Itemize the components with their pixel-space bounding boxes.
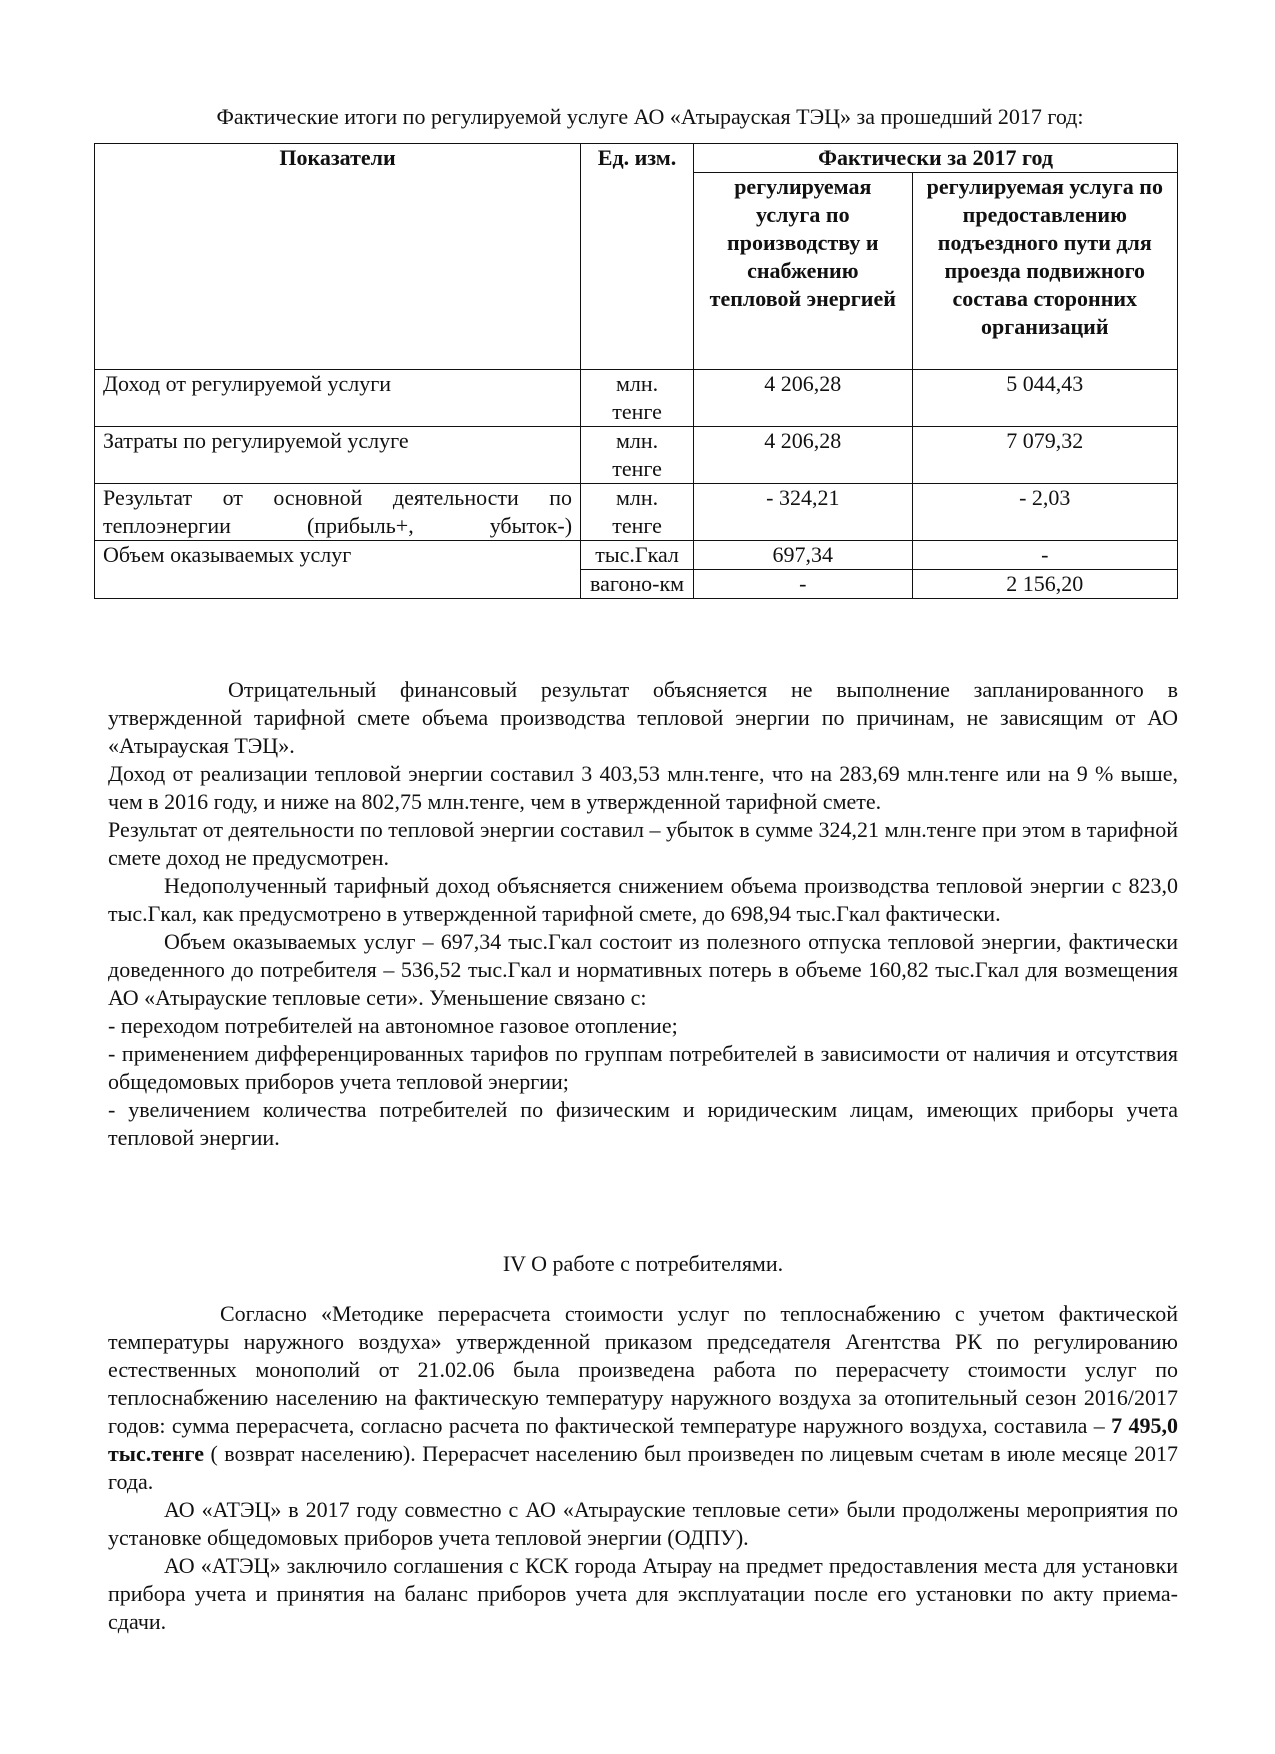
paragraph: [108, 1300, 1178, 1496]
list-item: - увеличением количества потребителей по физическим и юридическим лицам, имеющих приборы учета тепловой энергии.: [108, 1097, 1178, 1150]
row-unit: млн. тенге: [581, 484, 694, 541]
table-row: [95, 541, 1178, 570]
paragraph: Недополученный тарифный доход объясняется снижением объема производства тепловой энергии с 823,0 тыс.Гкал, как предусмотрено в утвержденной тарифной смете, до 698,94 тыс.Гкал фактически.: [108, 873, 1178, 926]
row-value-rail: 7 079,32: [912, 427, 1177, 484]
row-indicator: Результат от основной деятельности по теплоэнергии (прибыль+, убыток-): [95, 484, 581, 541]
table-row: [95, 484, 1178, 541]
paragraph: АО «АТЭЦ» заключило соглашения с КСК города Атырау на предмет предоставления места для установки прибора учета и принятия на баланс приборов учета для эксплуатации после его установки по акту приема-сдачи.: [108, 1553, 1178, 1634]
paragraph: Доход от реализации тепловой энергии составил 3 403,53 млн.тенге, что на 283,69 млн.тенге или на 9 % выше, чем в 2016 году, и ниже на 802,75 млн.тенге, чем в утвержденной тарифной смете.: [108, 761, 1178, 814]
row-unit: млн. тенге: [581, 427, 694, 484]
paragraph-text: Согласно «Методике перерасчета стоимости услуг по теплоснабжению с учетом фактической температуры наружного воздуха» утвержденной приказом председателя Агентства РК по регулированию естественных монополий от 21.02.06 была произведена работа по перерасчету стоимости услуг по теплоснабжению населению на фактическую температуру наружного воздуха за отопительный сезон 2016/2017 годов: сумма перерасчета, согласно расчета по фактической температуре наружного воздуха, составила –: [108, 1301, 1178, 1438]
table-row: [95, 370, 1178, 427]
row-value-rail: -: [912, 541, 1177, 570]
row-value-heat: - 324,21: [694, 484, 913, 541]
row-unit: вагоно-км: [581, 570, 694, 599]
paragraph: Объем оказываемых услуг – 697,34 тыс.Гкал состоит из полезного отпуска тепловой энергии, фактически доведенного до потребителя – 536,52 тыс.Гкал и нормативных потерь в объеме 160,82 тыс.Гкал для возмещения АО «Атырауские тепловые сети». Уменьшение связано с:: [108, 929, 1178, 1010]
row-value-heat: 4 206,28: [694, 427, 913, 484]
row-unit: тыс.Гкал: [581, 541, 694, 570]
row-value-rail: - 2,03: [912, 484, 1177, 541]
row-value-heat: 4 206,28: [694, 370, 913, 427]
header-heat-service: регулируемая услуга по производству и снабжению тепловой энергией: [694, 173, 913, 370]
header-indicators: Показатели: [95, 144, 581, 370]
row-indicator: Затраты по регулируемой услуге: [95, 427, 581, 484]
explanation-block: [108, 676, 1178, 1152]
row-unit: млн. тенге: [581, 370, 694, 427]
row-value-heat: 697,34: [694, 541, 913, 570]
paragraph: Отрицательный финансовый результат объясняется не выполнение запланированного в утвержденной тарифной смете объема производства тепловой энергии по причинам, не зависящим от АО «Атырауская ТЭЦ».: [108, 677, 1178, 758]
refund-amount: 7 495,0 тыс.тенге: [108, 1413, 1178, 1466]
header-actual-2017: Фактически за 2017 год: [694, 144, 1178, 173]
table-row: [95, 427, 1178, 484]
list-item: - переходом потребителей на автономное газовое отопление;: [108, 1013, 678, 1038]
consumers-block: [108, 1300, 1178, 1636]
row-indicator: Объем оказываемых услуг: [95, 541, 581, 599]
table-header-row: [95, 144, 1178, 173]
section-title: IV О работе с потребителями.: [502, 1251, 784, 1276]
paragraph: АО «АТЭЦ» в 2017 году совместно с АО «Атырауские тепловые сети» были продолжены мероприятия по установке общедомовых приборов учета тепловой энергии (ОДПУ).: [108, 1497, 1178, 1550]
list-item: - применением дифференцированных тарифов по группам потребителей в зависимости от наличия и отсутствия общедомовых приборов учета тепловой энергии;: [108, 1041, 1178, 1094]
header-unit: Ед. изм.: [581, 144, 694, 370]
paragraph-text: ( возврат населению). Перерасчет населению был произведен по лицевым счетам в июле месяце 2017 года.: [108, 1441, 1178, 1494]
page-heading: Фактические итоги по регулируемой услуге АО «Атырауская ТЭЦ» за прошедший 2017 год:: [216, 104, 1084, 129]
header-rail-service: регулируемая услуга по предоставлению подъездного пути для проезда подвижного состава сторонних организаций: [912, 173, 1177, 370]
paragraph: Результат от деятельности по тепловой энергии составил – убыток в сумме 324,21 млн.тенге при этом в тарифной смете доход не предусмотрен.: [108, 817, 1178, 870]
results-table: [94, 143, 1178, 599]
row-value-rail: 5 044,43: [912, 370, 1177, 427]
row-value-heat: -: [694, 570, 913, 599]
row-indicator: Доход от регулируемой услуги: [95, 370, 581, 427]
row-value-rail: 2 156,20: [912, 570, 1177, 599]
